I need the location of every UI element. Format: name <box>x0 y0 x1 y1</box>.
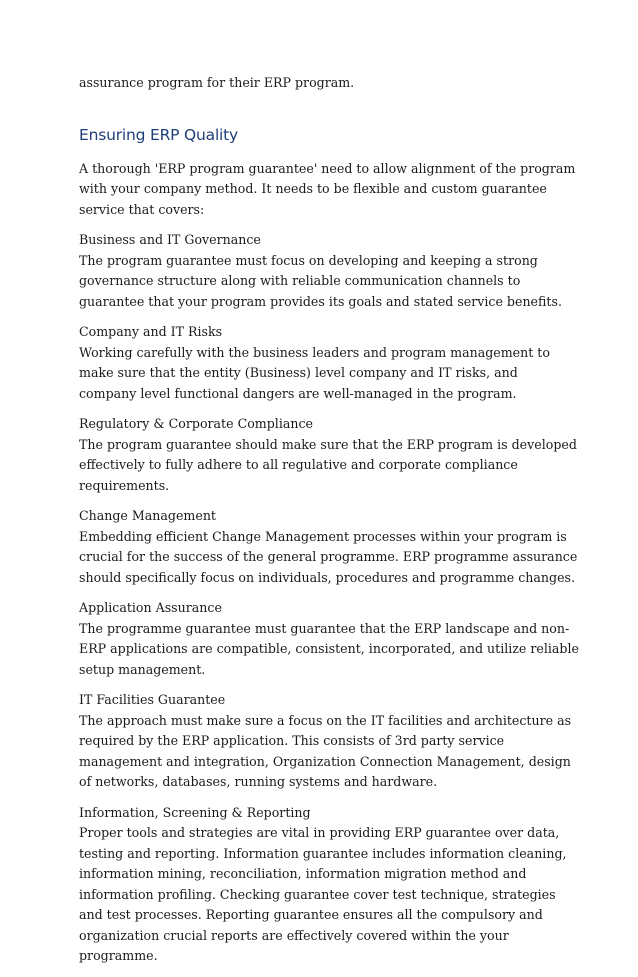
section-it-facilities-guarantee <box>79 690 579 793</box>
section-body: Proper tools and strategies are vital in providing ERP guarantee over data, testing and reporting. Information guarantee includes information cleaning, information mining, reconciliation, information migration method and information profiling. Checking guarantee cover test technique, strategies and test processes. Reporting guarantee ensures all the compulsory and organization crucial reports are effectively covered within the your programme. <box>79 825 567 963</box>
section-company-it-risks <box>79 322 579 404</box>
section-title: Business and IT Governance <box>79 232 261 247</box>
document-page <box>79 73 579 977</box>
lead-paragraph: assurance program for their ERP program. <box>79 75 355 90</box>
section-heading: Ensuring ERP Quality <box>79 125 239 144</box>
section-information-screening-reporting <box>79 803 579 967</box>
section-application-assurance <box>79 598 579 680</box>
intro-paragraph: A thorough 'ERP program guarantee' need to allow alignment of the program with your company method. It needs to be flexible and custom guarantee service that covers: <box>79 160 576 217</box>
section-body: Working carefully with the business leaders and program management to make sure that the entity (Business) level company and IT risks, and company level functional dangers are well-managed in the program. <box>79 344 550 401</box>
section-body: The program guarantee should make sure that the ERP program is developed effectively to fully adhere to all regulative and corporate compliance requirements. <box>79 436 577 493</box>
section-title: IT Facilities Guarantee <box>79 692 226 707</box>
section-body: The approach must make sure a focus on the IT facilities and architecture as required by the ERP application. This consists of 3rd party service management and integration, Organization Connection Management, design of networks, databases, running systems and hardware. <box>79 712 572 789</box>
section-title: Regulatory & Corporate Compliance <box>79 416 313 431</box>
section-body: The programme guarantee must guarantee that the ERP landscape and non-ERP applications are compatible, consistent, incorporated, and utilize reliable setup management. <box>79 620 579 677</box>
section-change-management <box>79 506 579 588</box>
section-business-it-governance <box>79 230 579 312</box>
section-body: Embedding efficient Change Management processes within your program is crucial for the success of the general programme. ERP programme assurance should specifically focus on individuals, procedures and programme changes. <box>79 528 578 585</box>
section-regulatory-compliance <box>79 414 579 496</box>
section-title: Change Management <box>79 508 216 523</box>
section-title: Application Assurance <box>79 600 222 615</box>
section-title: Information, Screening & Reporting <box>79 804 311 820</box>
section-title: Company and IT Risks <box>79 324 223 339</box>
section-body: The program guarantee must focus on developing and keeping a strong governance structure along with reliable communication channels to guarantee that your program provides its goals and stated service benefits. <box>79 252 562 309</box>
